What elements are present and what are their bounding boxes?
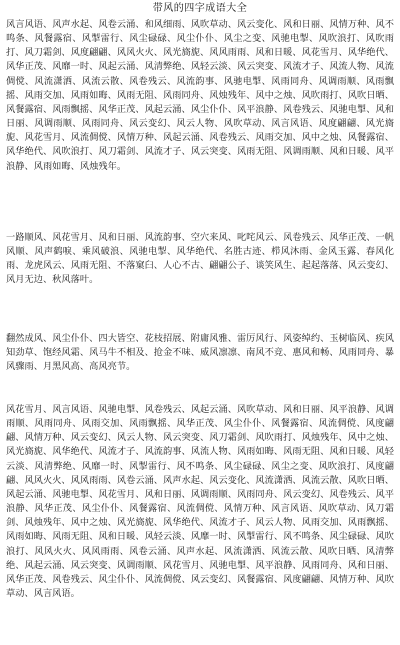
paragraph-2: 一路顺风、风花雪月、风和日丽、风流韵事、空穴来风、叱咤风云、风卷残云、风华正茂、一帆风顺、风声鹤唳、乘风破浪、风驰电掣、风华绝代、名胜古迹、栉风沐雨、金风玉露、春风化雨、龙虎风云、风雨无阻、不落窠臼、人心不古、翩翩公子、谈笑风生、起起落落、风云变幻、风月无边、秋风落叶。: [6, 232, 394, 286]
paragraph-gap: [6, 217, 394, 231]
paragraph-1: 风言风语、风声水起、风卷云涌、和风细雨、风吹草动、风云变化、风和日丽、风情万种、风不鸣条、风餐露宿、风掣雷行、风尘碌碌、风尘仆仆、风尘之变、风驰电掣、风吹浪打、风吹雨打、风刀霜剑、风度翩翩、风风火火、风光旖旎、风风雨雨、风和日暖、风花雪月、风华绝代、风华正茂、风靡一时、风起云涌、风清弊绝、风轻云淡、风云突变、风流才子、风流人物、风流倜傥、风流潇洒、风流云散、风卷残云、风流韵事、风驰电掣、风雨同舟、风调雨顺、风雨飘摇、风雨交加、风雨如晦、风雨无阻、风雨同舟、风烛残年、风中之烛、风吹雨打、风吹日晒、风餐露宿、风雨飘摇、风华正茂、风起云涌、风尘仆仆、风平浪静、风卷残云、风驰电掣、风和日丽、风调雨顺、风雨同舟、风云变幻、风云人物、风吹草动、风言风语、风度翩翩、风光旖旎、风花雪月、风流倜傥、风情万种、风起云涌、风卷残云、风雨交加、风中之烛、风餐露宿、风华绝代、风吹浪打、风刀霜剑、风流才子、风云突变、风雨无阻、风调雨顺、风和日暖、风平浪静、风雨如晦、风烛残年。: [6, 19, 394, 172]
paragraph-gap: [6, 389, 394, 403]
paragraph-4: 风花雪月、风言风语、风驰电掣、风卷残云、风起云涌、风吹草动、风和日丽、风平浪静、风调雨顺、风雨同舟、风雨交加、风雨飘摇、风华正茂、风尘仆仆、风餐露宿、风流倜傥、风度翩翩、风情万种、风云变幻、风云人物、风云突变、风刀霜剑、风吹雨打、风烛残年、风中之烛、风光旖旎、风华绝代、风流才子、风流韵事、风流人物、风雨如晦、风雨无阻、风和日暖、风轻云淡、风清弊绝、风靡一时、风掣雷行、风不鸣条、风尘碌碌、风尘之变、风吹浪打、风度翩翩、风风火火、风风雨雨、风卷云涌、风声水起、风云变化、风流潇洒、风流云散、风吹日晒、风起云涌、风驰电掣、风花雪月、风和日丽、风调雨顺、风雨同舟、风云变幻、风卷残云、风平浪静、风华正茂、风尘仆仆、风餐露宿、风流倜傥、风情万种、风言风语、风吹草动、风刀霜剑、风烛残年、风中之烛、风光旖旎、风华绝代、风流才子、风云人物、风雨交加、风雨飘摇、风雨如晦、风雨无阻、风和日暖、风轻云淡、风靡一时、风掣雷行、风不鸣条、风尘碌碌、风吹浪打、风风火火、风风雨雨、风卷云涌、风声水起、风流潇洒、风流云散、风吹日晒、风清弊绝、风起云涌、风云突变、风调雨顺、风花雪月、风驰电掣、风平浪静、风雨同舟、风和日丽、风华正茂、风卷残云、风尘仆仆、风流倜傥、风云变幻、风餐露宿、风度翩翩、风情万种、风吹草动、风言风语。: [6, 404, 394, 600]
paragraph-gap: [6, 318, 394, 332]
paragraph-3: 翻然成风、风尘仆仆、四大皆空、花枝招展、附庸风雅、雷厉风行、风姿绰约、玉树临风、疾风知劲草、饱经风霜、风马牛不相及、抢金不味、威风凛凛、南风不竞、惠风和畅、风雨同舟、暴风骤雨、月黑风高、高风亮节。: [6, 333, 394, 373]
document-title: 带风的四字成语大全: [152, 3, 248, 14]
